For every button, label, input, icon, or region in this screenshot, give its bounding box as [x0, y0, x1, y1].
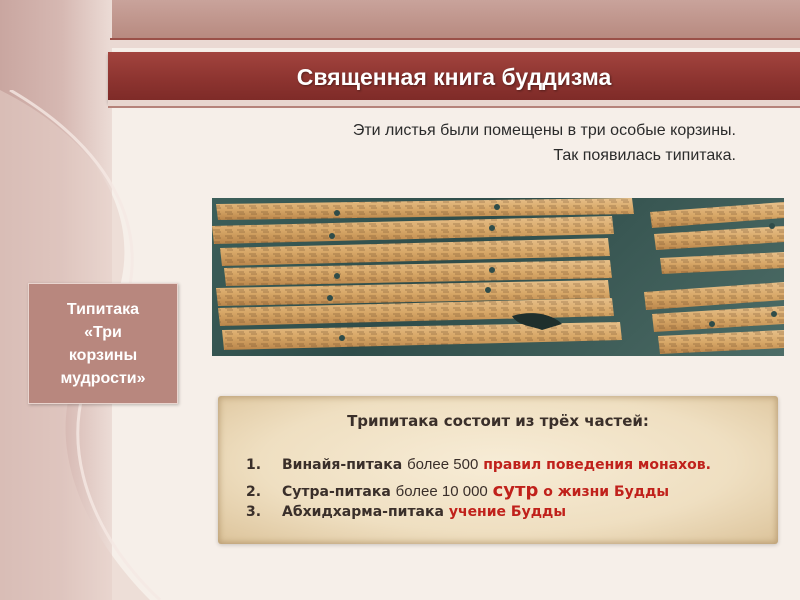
palm-leaf-manuscripts-photo [212, 198, 784, 356]
list-number: 1. [246, 457, 262, 473]
parchment-heading: Трипитака состоит из трёх частей: [347, 412, 649, 430]
part-name: Сутра-питака [282, 484, 391, 500]
page-title: Священная книга буддизма [296, 64, 612, 90]
right-leaf-stack [644, 202, 784, 354]
list-item [246, 480, 771, 504]
list-number: 3. [246, 504, 262, 520]
part-name: Винайя-питака [282, 457, 403, 473]
tipitaka-label-box [28, 283, 178, 404]
intro-text [200, 118, 736, 168]
title-band [108, 52, 800, 102]
parchment-panel [218, 396, 778, 544]
intro-line-1: Эти листья были помещены в три особые корзины. [352, 122, 736, 139]
top-decorative-band [0, 0, 800, 38]
intro-line-2: Так появилась типитака. [553, 147, 736, 164]
tripitaka-parts-list [246, 456, 771, 528]
part-name: Абхидхарма-питака [282, 504, 444, 520]
list-item [246, 504, 771, 528]
part-text: более 500 [407, 456, 479, 473]
tipitaka-label-text: Типитака «Три корзины мудрости» [60, 300, 146, 387]
list-item [246, 456, 771, 480]
part-highlight: правил поведения монахов [483, 457, 706, 473]
top-band-divider [110, 38, 800, 48]
part-highlight-big: сутр [492, 480, 539, 501]
left-leaf-stack [212, 198, 634, 350]
part-text: более 10 000 [395, 483, 488, 500]
part-tail: . [705, 457, 711, 473]
part-highlight: учение Будды [448, 504, 566, 520]
list-number: 2. [246, 484, 262, 500]
part-highlight: о жизни Будды [543, 484, 670, 500]
manuscript-leaves-illustration [212, 198, 784, 356]
